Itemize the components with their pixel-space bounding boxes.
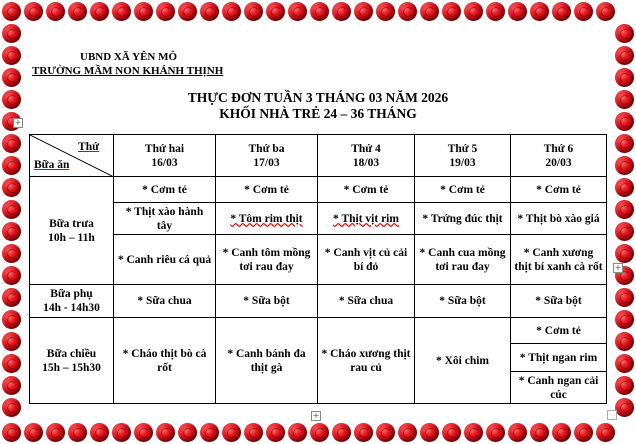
rose-icon — [2, 398, 21, 417]
day-header-mon — [114, 135, 216, 177]
menu-cell: * Cơm tẻ — [511, 177, 607, 203]
rose-icon — [615, 244, 634, 263]
rose-icon — [24, 423, 43, 442]
menu-cell: * Canh vịt củ cải bí đỏ — [318, 235, 415, 285]
menu-cell: * Tôm rim thịt — [216, 203, 318, 235]
day-name: Thứ ba — [248, 142, 285, 155]
meal-label-lunch — [30, 177, 114, 285]
org-header — [32, 50, 223, 78]
menu-cell: * Cơm tẻ — [415, 177, 511, 203]
rose-icon — [24, 2, 43, 21]
menu-cell: * Canh ngan cải cúc — [511, 372, 607, 404]
rose-icon — [354, 423, 373, 442]
rose-icon — [2, 68, 21, 87]
rose-icon — [615, 222, 634, 241]
rose-icon — [508, 2, 527, 21]
rose-icon — [222, 2, 241, 21]
rose-icon — [615, 288, 634, 307]
rose-icon — [552, 423, 571, 442]
menu-cell: * Cơm tẻ — [511, 318, 607, 344]
rose-icon — [398, 2, 417, 21]
day-date: 20/03 — [545, 156, 572, 169]
rose-icon — [615, 376, 634, 395]
rose-icon — [2, 46, 21, 65]
menu-cell: * Cơm tẻ — [114, 177, 216, 203]
rose-icon — [615, 68, 634, 87]
rose-icon — [332, 2, 351, 21]
meal-label-dinner — [30, 318, 114, 404]
rose-icon — [266, 423, 285, 442]
rose-icon — [46, 423, 65, 442]
corner-cell — [30, 135, 114, 177]
rose-icon — [615, 398, 634, 417]
rose-icon — [310, 423, 329, 442]
day-date: 17/03 — [253, 156, 280, 169]
rose-icon — [615, 200, 634, 219]
menu-cell: * Thịt ngan rim — [511, 344, 607, 372]
rose-icon — [68, 2, 87, 21]
day-name: Thứ 6 — [543, 142, 574, 155]
rose-icon — [615, 134, 634, 153]
org-line-2-text: TRƯỜNG MẦM NON KHÁNH THỊNH — [32, 65, 224, 77]
rose-icon — [288, 423, 307, 442]
rose-icon — [2, 134, 21, 153]
rose-icon — [552, 2, 571, 21]
rose-icon — [134, 2, 153, 21]
rose-icon — [615, 178, 634, 197]
rose-icon — [442, 2, 461, 21]
menu-cell: * Canh riêu cá quả — [114, 235, 216, 285]
day-date: 18/03 — [352, 156, 380, 169]
menu-cell: * Xôi chim — [415, 318, 511, 404]
rose-icon — [615, 46, 634, 65]
rose-icon — [244, 2, 263, 21]
lunch-row-3 — [30, 235, 607, 285]
table-resize-handle[interactable] — [607, 410, 617, 420]
rose-icon — [288, 2, 307, 21]
rose-icon — [46, 2, 65, 21]
menu-table — [29, 134, 607, 404]
rose-icon — [376, 2, 395, 21]
day-name: Thứ 5 — [447, 142, 478, 155]
rose-icon — [178, 2, 197, 21]
rose-icon — [530, 423, 549, 442]
rose-icon — [134, 423, 153, 442]
rose-icon — [615, 332, 634, 351]
menu-cell: * Thịt xào hành tây — [114, 203, 216, 235]
rose-icon — [200, 2, 219, 21]
meal-time: 15h – 15h30 — [42, 361, 101, 374]
rose-icon — [530, 2, 549, 21]
menu-cell: * Thịt bò xào giá — [511, 203, 607, 235]
rose-icon — [90, 423, 109, 442]
meal-time: 10h – 11h — [48, 231, 95, 244]
menu-cell: * Cháo thịt bò cà rốt — [114, 318, 216, 404]
menu-cell: * Trứng đúc thịt — [415, 203, 511, 235]
add-column-handle[interactable]: + — [614, 263, 622, 272]
rose-icon — [615, 156, 634, 175]
rose-icon — [156, 2, 175, 21]
rose-icon — [90, 2, 109, 21]
meal-label-snack — [30, 285, 114, 318]
rose-icon — [2, 200, 21, 219]
menu-subtitle: KHỐI NHÀ TRẺ 24 – 36 THÁNG — [219, 106, 417, 121]
rose-icon — [2, 244, 21, 263]
corner-meal-label: Bữa ăn — [34, 159, 70, 171]
rose-icon — [244, 423, 263, 442]
rose-icon — [508, 423, 527, 442]
rose-icon — [420, 423, 439, 442]
menu-cell: * Sữa chua — [318, 285, 415, 318]
menu-title: THỰC ĐƠN TUẦN 3 THÁNG 03 NĂM 2026 — [187, 90, 449, 105]
rose-icon — [574, 2, 593, 21]
add-row-handle[interactable]: + — [312, 411, 320, 420]
rose-icon — [112, 2, 131, 21]
rose-icon — [2, 266, 21, 285]
rose-icon — [178, 423, 197, 442]
rose-icon — [112, 423, 131, 442]
menu-cell: * Thịt vịt rim — [318, 203, 415, 235]
meal-time: 14h - 14h30 — [43, 302, 100, 314]
rose-icon — [2, 178, 21, 197]
rose-icon — [222, 423, 241, 442]
menu-cell: * Cơm tẻ — [318, 177, 415, 203]
rose-icon — [376, 423, 395, 442]
menu-cell: * Cơm tẻ — [216, 177, 318, 203]
menu-cell: * Sữa bột — [216, 285, 318, 318]
rose-icon — [2, 423, 21, 442]
rose-icon — [2, 310, 21, 329]
day-header-fri — [511, 135, 607, 177]
lunch-row-1 — [30, 177, 607, 203]
rose-icon — [266, 2, 285, 21]
dinner-row-1 — [30, 318, 607, 344]
rose-icon — [420, 2, 439, 21]
menu-cell: * Canh xương thịt bí xanh cà rốt — [511, 235, 607, 285]
menu-cell: * Sữa chua — [114, 285, 216, 318]
corner-day-label: Thứ — [78, 141, 99, 153]
menu-cell: * Cháo xương thịt rau củ — [318, 318, 415, 404]
rose-icon — [332, 423, 351, 442]
rose-icon — [2, 288, 21, 307]
rose-icon — [398, 423, 417, 442]
rose-icon — [486, 423, 505, 442]
org-line-2 — [32, 64, 223, 78]
rose-icon — [464, 423, 483, 442]
snack-row — [30, 285, 607, 318]
menu-cell: * Sữa bột — [511, 285, 607, 318]
rose-icon — [310, 2, 329, 21]
rose-icon — [596, 423, 615, 442]
day-header-tue — [216, 135, 318, 177]
rose-icon — [574, 423, 593, 442]
rose-icon — [2, 376, 21, 395]
lunch-row-2 — [30, 203, 607, 235]
rose-icon — [615, 310, 634, 329]
rose-icon — [486, 2, 505, 21]
day-date: 16/03 — [151, 156, 178, 169]
rose-icon — [2, 24, 21, 43]
rose-icon — [2, 222, 21, 241]
menu-cell: * Sữa bột — [415, 285, 511, 318]
day-name: Thứ hai — [144, 142, 185, 155]
meal-name: Bữa phụ — [50, 288, 93, 300]
rose-icon — [464, 2, 483, 21]
rose-icon — [156, 423, 175, 442]
day-date: 19/03 — [449, 156, 476, 169]
menu-cell: * Canh tôm mồng tơi rau đay — [216, 235, 318, 285]
rose-icon — [68, 423, 87, 442]
day-header-thu — [415, 135, 511, 177]
meal-name: Bữa trưa — [49, 217, 94, 230]
table-header-row — [30, 135, 607, 177]
rose-icon — [2, 2, 21, 21]
day-header-wed — [318, 135, 415, 177]
menu-cell: * Canh bánh đa thịt gà — [216, 318, 318, 404]
menu-cell: * Canh cua mồng tơi rau đay — [415, 235, 511, 285]
org-line-1: UBND XÃ YÊN MÔ — [80, 51, 178, 63]
table-move-handle[interactable]: + — [14, 118, 22, 127]
day-name: Thứ 4 — [351, 142, 381, 155]
rose-icon — [2, 332, 21, 351]
rose-icon — [442, 423, 461, 442]
meal-name: Bữa chiều — [46, 347, 97, 360]
rose-icon — [2, 156, 21, 175]
rose-icon — [2, 354, 21, 373]
rose-icon — [354, 2, 373, 21]
rose-icon — [615, 24, 634, 43]
rose-icon — [596, 2, 615, 21]
rose-icon — [200, 423, 219, 442]
rose-icon — [615, 354, 634, 373]
